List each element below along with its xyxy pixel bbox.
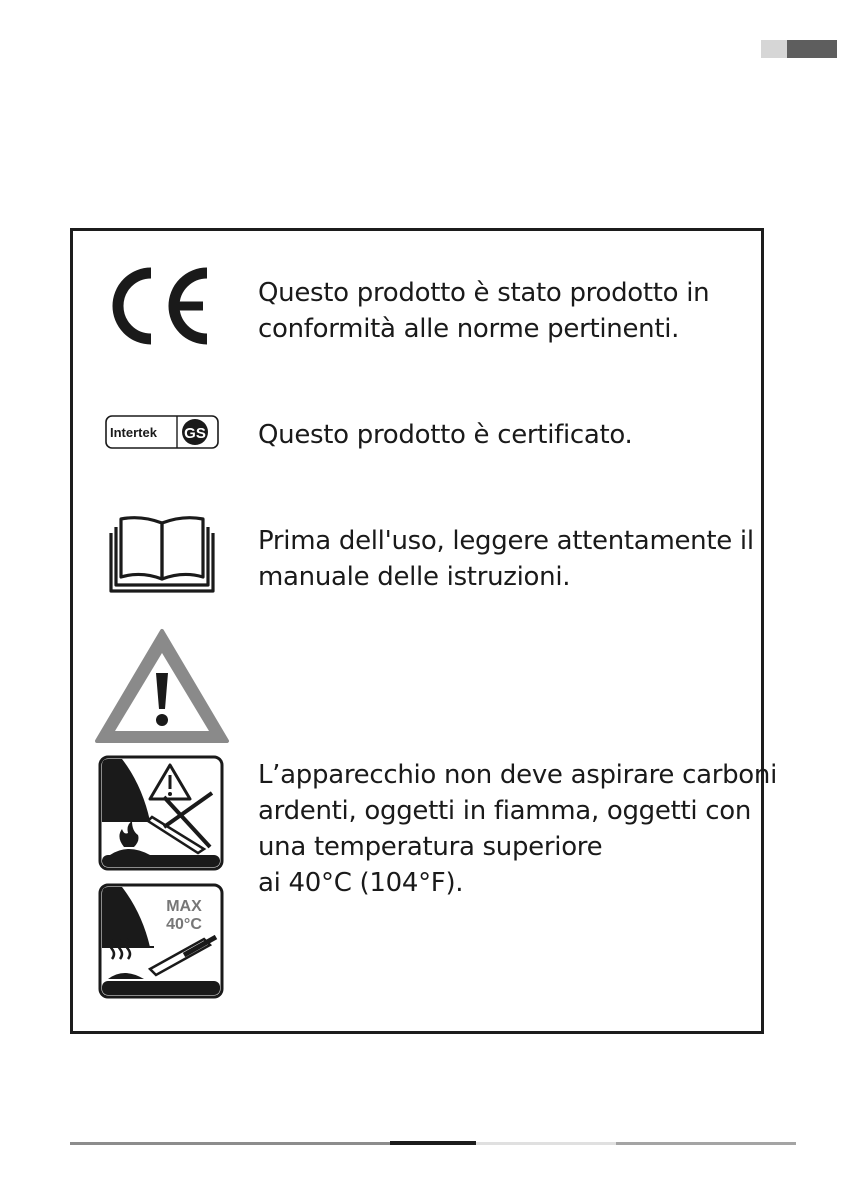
safety-symbols-box: [70, 228, 778, 1034]
max-temperature-icon: [98, 883, 224, 999]
manual-description: Prima dell'uso, leggere attentamente il manuale delle istruzioni.: [258, 526, 754, 592]
max-temperature-text: ai 40°C (104°F).: [258, 868, 464, 898]
intertek-brand-text: Intertek: [110, 425, 157, 440]
page-tab-light: [761, 40, 787, 58]
no-hot-ashes-icon: [98, 755, 224, 871]
max-label: MAX: [166, 898, 202, 915]
gs-mark-text: GS: [184, 425, 206, 442]
ce-description: Questo prodotto è stato prodotto in conformità alle norme pertinenti.: [258, 278, 710, 344]
footer-rule-light: [476, 1142, 616, 1145]
read-manual-icon: [107, 513, 217, 595]
temperature-label: 40°C: [166, 916, 202, 933]
footer-rule-gray: [70, 1142, 390, 1145]
intertek-gs-certification-icon: [105, 415, 219, 449]
ce-mark-icon: [109, 267, 213, 345]
footer-rule-dark: [390, 1141, 476, 1145]
hot-objects-warning-text: L’apparecchio non deve aspirare carboni ardenti, oggetti in fiamma, oggetti con una temperatura superiore: [258, 760, 778, 862]
warning-triangle-icon: [93, 627, 231, 745]
page-tab-dark: [787, 40, 837, 58]
footer-rule-mid: [616, 1142, 796, 1145]
certified-description: Questo prodotto è certificato.: [258, 420, 633, 450]
